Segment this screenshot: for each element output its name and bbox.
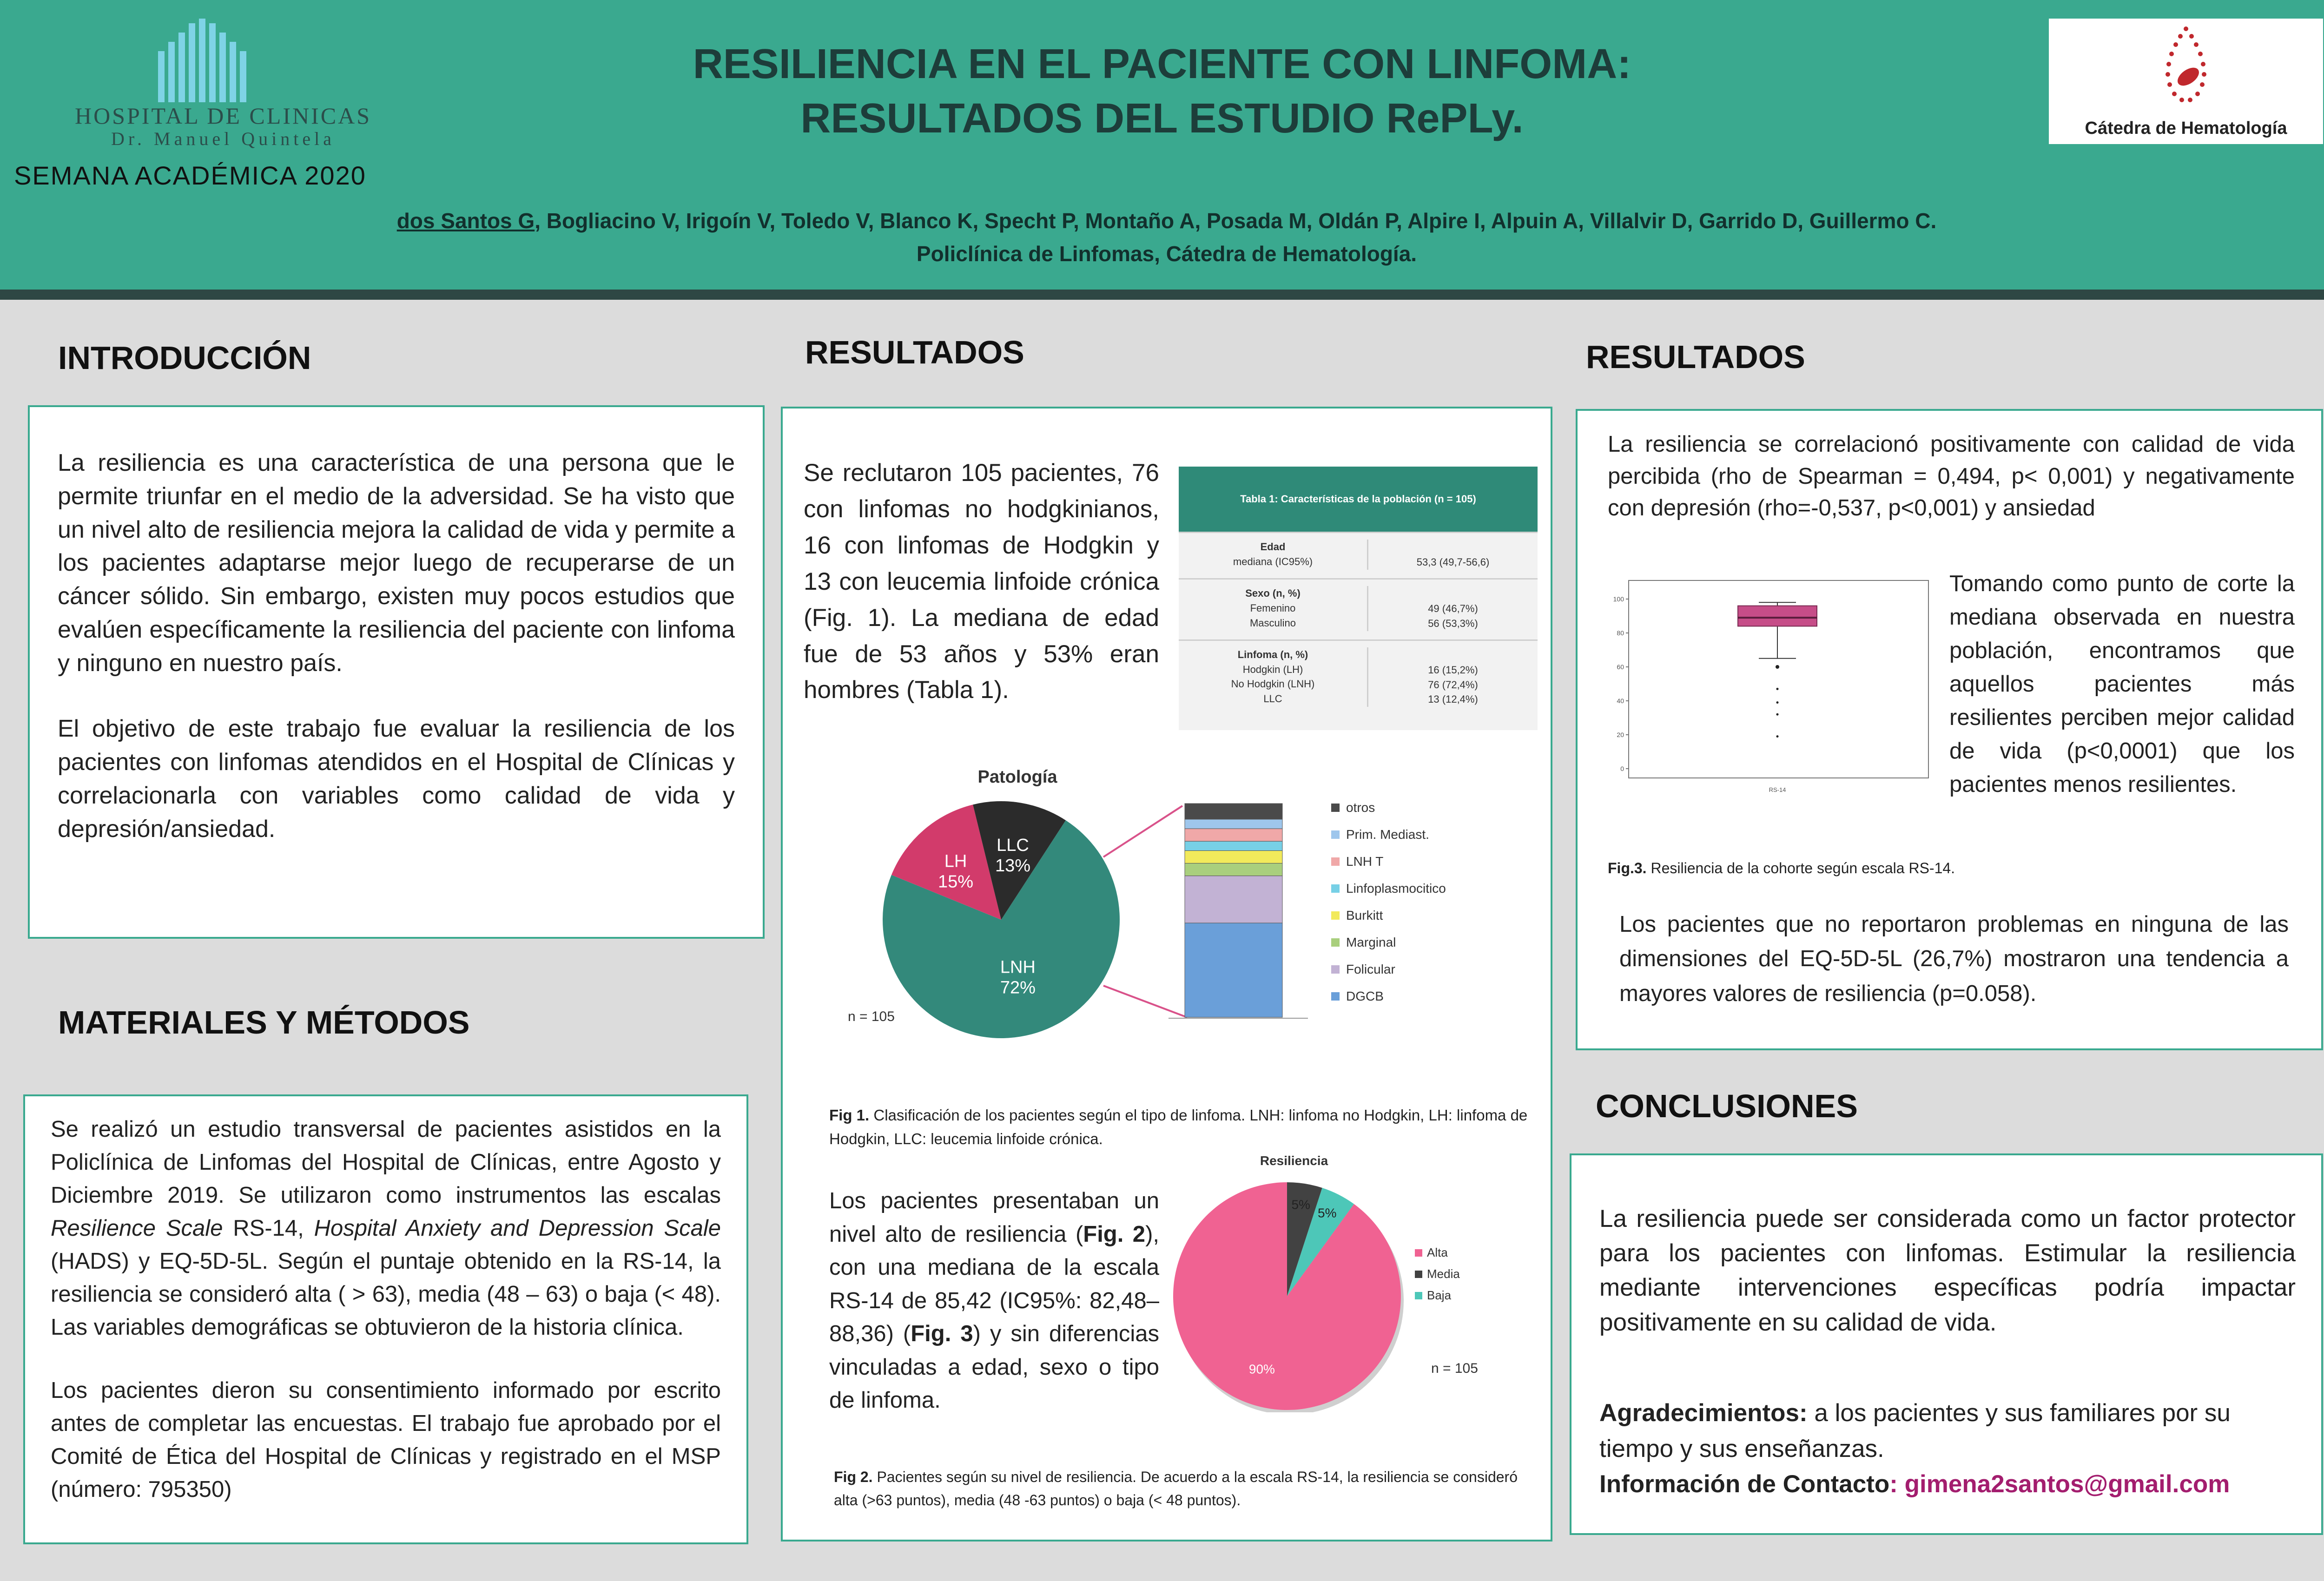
methods-p1-italic-2: Hospital Anxiety and Depression Scale [314, 1216, 721, 1241]
fig3-outlier-4 [1776, 735, 1779, 738]
catedra-logo [2049, 19, 2323, 144]
stacked-bar-marginal [1185, 863, 1282, 876]
legend-label-otros: otros [1346, 800, 1375, 815]
title-line-2: RESULTADOS DEL ESTUDIO RePLy. [800, 95, 1524, 142]
poster-header [0, 0, 2324, 300]
logo-semana-academica: SEMANA ACADÉMICA 2020 [14, 161, 366, 190]
table-sexo-m-val: 56 (53,3%) [1428, 617, 1478, 629]
fig1-n-label: n = 105 [848, 1009, 895, 1024]
stacked-bar-prim-mediast- [1185, 819, 1282, 829]
figure-1-caption [829, 1103, 1536, 1151]
fig2-legend-swatch-alta [1415, 1249, 1422, 1257]
legend-swatch-dgcb [1331, 992, 1340, 1001]
results-p2-part-a: Los pacientes presentaban un nivel alto de resiliencia ( [829, 1188, 1159, 1247]
blood-drop-icon [2049, 19, 2323, 116]
affiliation: Policlínica de Linfomas, Cátedra de Hematología. [916, 242, 1417, 266]
table-llc: LLC [1263, 693, 1282, 705]
figure-3-caption [1608, 857, 1955, 880]
table-edad-value: 53,3 (49,7-56,6) [1367, 540, 1538, 570]
methods-paragraph-1 [51, 1113, 721, 1344]
fig3-caption-label: Fig.3. [1608, 860, 1647, 876]
fig3-outlier-2 [1776, 701, 1779, 704]
table-sexo-f: Femenino [1250, 602, 1296, 614]
pie-label-lnh-name: LNH [1000, 957, 1036, 977]
acknowledgements [1599, 1396, 2296, 1467]
contact-colon: : [1889, 1470, 1898, 1498]
methods-p1-part-b: RS-14, [223, 1216, 314, 1241]
pie-label-lh-name: LH [944, 851, 967, 871]
table-edad-sub: mediana (IC95%) [1233, 555, 1313, 567]
results-title-1: RESULTADOS [805, 334, 1024, 370]
stacked-bar-lnh-t [1185, 829, 1282, 841]
table-sexo-label: Sexo (n, %) [1245, 587, 1301, 599]
stacked-bar-linfoplasmocitico [1185, 841, 1282, 850]
results-paragraph-1: Se reclutaron 105 pacientes, 76 con linfomas no hodgkinianos, 16 con linfomas de Hodgkin y 13 con leucemia linfoide crónica (Fig. 1). La mediana de edad fue de 53 años y 53% eran hombres (Tabla 1). [804, 459, 1159, 704]
stacked-bar-burkitt [1185, 850, 1282, 863]
hospital-logo [14, 14, 414, 191]
fig1-connector-bottom [1103, 986, 1187, 1017]
pie-label-llc-pct: 13% [995, 856, 1031, 876]
figure-2-caption [834, 1466, 1540, 1512]
legend-label-dgcb: DGCB [1346, 989, 1384, 1003]
results-paragraph-2 [829, 1185, 1159, 1417]
results-p2-fig2-ref: Fig. 2 [1083, 1221, 1146, 1247]
legend-swatch-folicular [1331, 965, 1340, 974]
title-line-1: RESILIENCIA EN EL PACIENTE CON LINFOMA: [693, 41, 1631, 87]
intro-paragraph-1: La resiliencia es una característica de una persona que le permite triunfar en el medio de la adversidad. Se ha visto que un nivel alto de resiliencia mejora la calidad de vida y permite a los pacientes adaptarse mejor luego de recuperarse de un cáncer sólido. Sin embargo, existen muy pocos estudios que evalúen específicamente la resiliencia del paciente con linfoma y ninguno en nuestro país. [58, 449, 735, 677]
pie-label-lnh-pct: 72% [1000, 978, 1036, 998]
fig2-legend-swatch-baja [1415, 1292, 1422, 1299]
fig3-ytick-label-80: 80 [1617, 629, 1624, 637]
fig3-outlier-3 [1776, 713, 1779, 716]
methods-p1-italic-1: Resilience Scale [51, 1216, 223, 1241]
table-1-title: Tabla 1: Características de la población (n = 105) [1179, 467, 1538, 532]
pie-label-lh-pct: 15% [938, 872, 974, 892]
contact-email[interactable]: gimena2santos@gmail.com [1904, 1470, 2230, 1498]
table-linfoma-label: Linfoma (n, %) [1237, 648, 1308, 660]
table-sexo-f-val: 49 (46,7%) [1428, 602, 1478, 614]
conclusions-box [1570, 1153, 2323, 1535]
legend-label-prim-mediast-: Prim. Mediast. [1346, 827, 1429, 842]
conclusions-paragraph: La resiliencia puede ser considerada como un factor protector para los pacientes con linfomas. Estimular la resiliencia mediante intervenciones específicas podría impactar positivamente en su calidad de vida. [1599, 1205, 2296, 1336]
fig2-legend-swatch-media [1415, 1271, 1422, 1278]
fig2-legend-label-baja: Baja [1427, 1288, 1452, 1302]
fig3-outlier-1 [1776, 688, 1779, 690]
ack-label: Agradecimientos: [1599, 1399, 1808, 1427]
pie-label-llc-name: LLC [997, 836, 1029, 856]
legend-label-marginal: Marginal [1346, 935, 1396, 949]
authors-block [232, 204, 2101, 271]
fig3-xlabel: RS-14 [1769, 786, 1786, 793]
authors-rest: , Bogliacino V, Irigoín V, Toledo V, Blanco K, Specht P, Montaño A, Posada M, Oldán P, Alpire I, Alpuin A, Villalvir D, Garrido D, Guillermo C. [535, 209, 1937, 233]
legend-swatch-prim-mediast- [1331, 830, 1340, 839]
legend-swatch-otros [1331, 804, 1340, 812]
table-lnh: No Hodgkin (LNH) [1231, 678, 1315, 690]
results-box-2 [1576, 409, 2323, 1050]
legend-label-lnh-t: LNH T [1346, 854, 1384, 869]
results-p2-part-c: ) y sin diferencias vinculadas a edad, sexo o tipo de linfoma. [829, 1321, 1159, 1413]
fig3-caption-text: Resiliencia de la cohorte según escala RS-14. [1646, 860, 1955, 876]
results-p2-fig3-ref: Fig. 3 [911, 1321, 973, 1347]
table-sexo-m: Masculino [1249, 617, 1296, 629]
table-llc-val: 13 (12,4%) [1428, 693, 1478, 705]
intro-paragraph-2: El objetivo de este trabajo fue evaluar la resiliencia de los pacientes con linfomas atendidos en el Hospital de Clínicas y correlacionarla con variables como calidad de vida y depresión/ansiedad. [58, 715, 735, 843]
stacked-bar-otros [1185, 804, 1282, 819]
table-1-row-linfoma [1179, 639, 1538, 731]
table-lh-val: 16 (15,2%) [1428, 664, 1478, 676]
intro-title: INTRODUCCIÓN [58, 340, 311, 376]
contact-line [1599, 1467, 2296, 1502]
fig2-caption-text: Pacientes según su nivel de resiliencia. De acuerdo a la escala RS-14, la resiliencia se consideró alta (>63 puntos), media (48 -63 puntos) o baja (< 48 puntos). [834, 1469, 1518, 1509]
conclusions-title: CONCLUSIONES [1596, 1088, 1858, 1124]
table-lh: Hodgkin (LH) [1242, 663, 1303, 675]
fig3-ytick-label-60: 60 [1617, 663, 1624, 671]
fig1-caption-label: Fig 1. [829, 1107, 870, 1124]
contact-label: Información de Contacto [1599, 1470, 1890, 1498]
stacked-bar-dgcb [1185, 923, 1282, 1017]
results-title-2: RESULTADOS [1586, 339, 1805, 375]
results2-paragraph-3: Los pacientes que no reportaron problemas en ninguna de las dimensiones del EQ-5D-5L (26,7%) mostraron una tendencia a mayores valores de resiliencia (p=0.058). [1619, 912, 2289, 1006]
pie-label-media: 5% [1291, 1197, 1310, 1212]
methods-box [23, 1094, 748, 1544]
intro-box [28, 405, 765, 939]
catedra-label: Cátedra de Hematología [2085, 119, 2287, 138]
legend-label-folicular: Folicular [1346, 962, 1395, 976]
pie-label-alta: 90% [1248, 1362, 1275, 1377]
results-p2-part-b: ), con una mediana de la escala RS-14 de 85,42 (IC95%: 82,48–88,36) ( [829, 1221, 1159, 1347]
methods-p1-part-a: Se realizó un estudio transversal de pacientes asistidos en la Policlínica de Linfomas del Hospital de Clínicas, entre Agosto y Diciembre 2019. Se utilizaron como instrumentos las escalas [51, 1117, 721, 1208]
legend-label-burkitt: Burkitt [1346, 908, 1383, 922]
results2-paragraph-2: Tomando como punto de corte la mediana observada en nuestra población, encontramos que aquellos pacientes más resilientes perciben mejor calidad de vida (p<0,0001) que los pacientes menos resilientes. [1949, 571, 2295, 797]
fig2-n-label: n = 105 [1431, 1361, 1478, 1376]
fig3-ytick-label-20: 20 [1617, 731, 1624, 738]
table-1 [1179, 467, 1538, 730]
fig2-caption-label: Fig 2. [834, 1469, 873, 1485]
logo-hospital-subname: Dr. Manuel Quintela [111, 128, 335, 149]
hospital-logo-bars-icon [149, 19, 270, 102]
fig3-box [1738, 606, 1817, 626]
legend-label-linfoplasmocitico: Linfoplasmocitico [1346, 881, 1446, 896]
fig1-caption-text: Clasificación de los pacientes según el tipo de linfoma. LNH: linfoma no Hodgkin, LH: linfoma de Hodgkin, LLC: leucemia linfoide crónica. [829, 1107, 1528, 1148]
fig3-outlier-0 [1776, 665, 1779, 669]
ack-text: a los pacientes y sus familiares por su tiempo y sus enseñanzas. [1599, 1399, 2231, 1462]
table-1-row-sexo [1179, 578, 1538, 639]
methods-p1-part-c: (HADS) y EQ-5D-5L. Según el puntaje obtenido en la RS-14, la resiliencia se consideró alta ( > 63), media (48 – 63) o baja (< 48). Las variables demográficas se obtuvieron de la historia clínica. [51, 1249, 721, 1340]
fig2-legend-label-media: Media [1427, 1267, 1460, 1281]
fig3-ytick-label-0: 0 [1620, 765, 1624, 772]
fig3-ytick-label-100: 100 [1613, 595, 1624, 603]
legend-swatch-burkitt [1331, 911, 1340, 920]
stacked-bar-folicular [1185, 876, 1282, 923]
methods-paragraph-2: Los pacientes dieron su consentimiento informado por escrito antes de completar las encuestas. El trabajo fue aprobado por el Comité de Ética del Hospital de Clínicas y registrado en el MSP (número: 795350) [51, 1378, 721, 1502]
legend-swatch-marginal [1331, 938, 1340, 947]
logo-hospital-name: HOSPITAL DE CLINICAS [74, 103, 372, 129]
results-box-1 [781, 407, 1552, 1541]
table-lnh-val: 76 (72,4%) [1428, 679, 1478, 691]
fig2-title: Resiliencia [1260, 1153, 1328, 1168]
results2-paragraph-1: La resiliencia se correlacionó positivamente con calidad de vida percibida (rho de Spearman = 0,494, p< 0,001) y negativamente con depresión (rho=-0,537, p<0,001) y ansiedad [1608, 432, 2295, 521]
fig1-connector-top [1103, 806, 1182, 857]
fig3-ytick-label-40: 40 [1617, 697, 1624, 705]
table-1-row-edad [1179, 532, 1538, 578]
pie-label-baja: 5% [1318, 1206, 1337, 1220]
table-edad-label: Edad [1260, 541, 1286, 553]
poster-title [511, 37, 1813, 146]
legend-swatch-lnh-t [1331, 857, 1340, 866]
fig2-legend-label-alta: Alta [1427, 1245, 1448, 1259]
methods-title: MATERIALES Y MÉTODOS [58, 1004, 470, 1041]
first-author: dos Santos G [396, 209, 535, 233]
figure-1-chart [783, 766, 1552, 1054]
legend-swatch-linfoplasmocitico [1331, 884, 1340, 893]
fig1-title: Patología [977, 767, 1057, 787]
figure-2-chart [1169, 1152, 1550, 1412]
authors-line [232, 204, 2101, 237]
figure-3-boxplot [1603, 571, 1945, 804]
